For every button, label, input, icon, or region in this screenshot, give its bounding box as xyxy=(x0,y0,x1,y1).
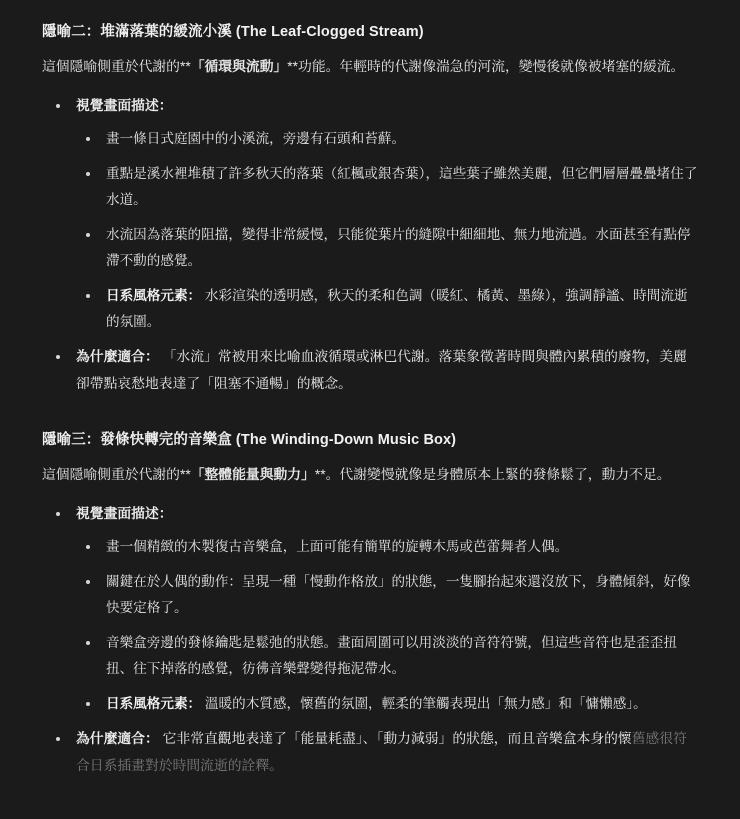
list-item xyxy=(76,691,698,717)
list-item-label xyxy=(76,501,698,528)
list-item-strong: 日系風格元素： xyxy=(106,288,202,303)
list-item-text: 畫一條日式庭園中的小溪流，旁邊有石頭和苔蘚。 xyxy=(106,130,406,146)
list-item-body: 它非常直觀地表達了「能量耗盡」、「動力減弱」的狀態，而且音樂盒本身的懷 xyxy=(158,731,632,747)
list-item-body: 溫暖的木質感，懷舊的氛圍，輕柔的筆觸表現出「無力感」和「慵懶感」。 xyxy=(201,695,647,711)
bullet-list-level2 xyxy=(76,534,698,718)
list-item-text: 水流因為落葉的阻擋，變得非常緩慢，只能從葉片的縫隙中細細地、無力地流過。水面甚至有點停滯不動的感覺。 xyxy=(106,226,691,268)
section-heading: 隱喻三：發條快轉完的音樂盒 (The Winding-Down Music Box) xyxy=(42,431,457,448)
section-heading: 隱喻二：堆滿落葉的緩流小溪 (The Leaf-Clogged Stream) xyxy=(42,24,424,40)
list-item xyxy=(76,534,698,560)
list-item-body: 「水流」常被用來比喻血液循環或淋巴代謝。落葉象徵著時間與體內累積的廢物，美麗卻帶點哀愁地表達了「阻塞不通暢」的概念。 xyxy=(76,349,687,392)
list-item xyxy=(42,93,698,336)
list-item-text xyxy=(106,691,698,717)
list-item-strong: 為什麼適合： xyxy=(76,731,159,747)
list-item xyxy=(76,161,698,213)
list-item-label-text: 視覺畫面描述： xyxy=(76,97,173,113)
intro-post: **。代謝變慢就像是身體原本上緊的發條鬆了，動力不足。 xyxy=(314,466,671,482)
list-item-text: 重點是溪水裡堆積了許多秋天的落葉（紅楓或銀杏葉），這些葉子雖然美麗，但它們層層疊疊堵住了水道。 xyxy=(106,165,698,207)
section-metaphor-two xyxy=(42,22,698,398)
list-item-text xyxy=(106,283,698,335)
list-item xyxy=(76,630,698,682)
list-item xyxy=(42,501,698,717)
section-intro-paragraph xyxy=(42,54,698,81)
list-item-text xyxy=(76,726,698,780)
section-metaphor-three xyxy=(42,430,698,780)
intro-strong: 「整體能量與動力」 xyxy=(190,466,315,482)
list-item-strong: 為什麼適合： xyxy=(76,349,159,365)
list-item xyxy=(76,283,698,335)
list-item xyxy=(76,222,698,274)
bullet-list-level1 xyxy=(42,501,698,780)
list-item-label-text: 視覺畫面描述： xyxy=(76,505,173,521)
bullet-list-level2 xyxy=(76,126,698,336)
list-item-body-faded: 舊感很符合日系插畫對於時間流逝的詮釋。 xyxy=(76,731,687,773)
section-spacer xyxy=(42,408,698,422)
list-item-text: 畫一個精緻的木製復古音樂盒，上面可能有簡單的旋轉木馬或芭蕾舞者人偶。 xyxy=(106,538,569,554)
intro-strong: 「循環與流動」 xyxy=(190,58,288,74)
list-item-label xyxy=(76,93,698,120)
list-item-body: 水彩渲染的透明感，秋天的柔和色調（暖紅、橘黃、墨綠），強調靜謐、時間流逝的氛圍。 xyxy=(106,288,688,330)
list-item-text xyxy=(76,344,698,398)
bullet-list-level1 xyxy=(42,93,698,398)
intro-post: **功能。年輕時的代謝像湍急的河流，變慢後就像被堵塞的緩流。 xyxy=(287,58,685,74)
list-item xyxy=(76,126,698,152)
list-item-text: 音樂盒旁邊的發條鑰匙是鬆弛的狀態。畫面周圍可以用淡淡的音符符號，但這些音符也是歪歪扭扭、往下掉落的感覺，彷彿音樂聲變得拖泥帶水。 xyxy=(106,634,677,676)
intro-pre: 這個隱喻側重於代謝的** xyxy=(42,58,191,74)
list-item-text: 關鍵在於人偶的動作：呈現一種「慢動作格放」的狀態，一隻腳抬起來還沒放下，身體傾斜，好像快要定格了。 xyxy=(106,573,691,615)
intro-pre: 這個隱喻側重於代謝的** xyxy=(42,466,191,482)
list-item xyxy=(42,726,698,780)
list-item xyxy=(42,344,698,398)
list-item xyxy=(76,569,698,621)
section-intro-paragraph xyxy=(42,462,698,489)
list-item-strong: 日系風格元素： xyxy=(106,695,202,711)
